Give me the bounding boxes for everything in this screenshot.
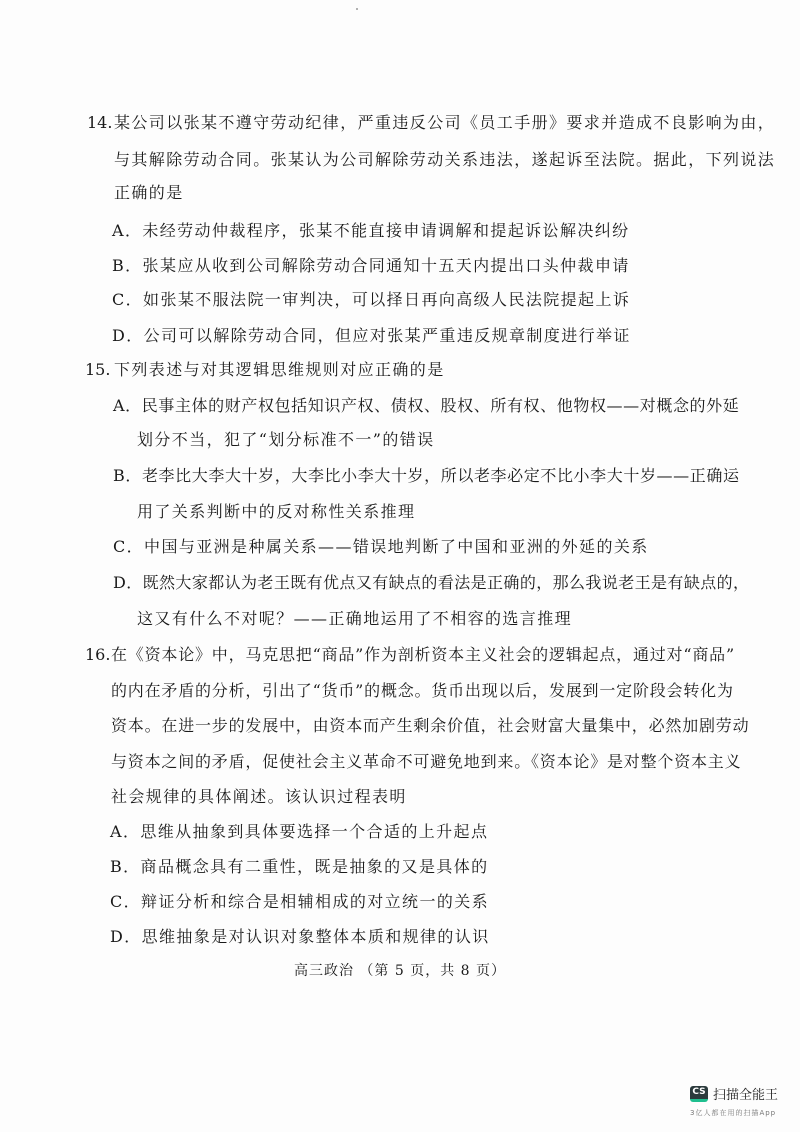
question-stem-line: 在《资本论》中，马克思把“商品”作为剖析资本主义社会的逻辑起点，通过对“商品” [111, 645, 735, 664]
watermark-tagline: 3亿人都在用的扫描App [690, 1109, 777, 1117]
option-b: B．商品概念具有二重性，既是抽象的又是具体的 [110, 857, 489, 876]
camscanner-logo-icon: CS [690, 1086, 708, 1102]
option-c: C．中国与亚洲是种属关系——错误地判断了中国和亚洲的外延的关系 [113, 537, 649, 556]
option-d: D．公司可以解除劳动合同，但应对张某严重违反规章制度进行举证 [112, 326, 631, 345]
question-stem-line: 与资本之间的矛盾，促使社会主义革命不可避免地到来。《资本论》是对整个资本主义 [111, 752, 742, 771]
question-number: 15. [85, 360, 111, 379]
question-number: 14. [87, 113, 113, 132]
question-stem-line: 某公司以张某不遵守劳动纪律，严重违反公司《员工手册》要求并造成不良影响为由， [114, 113, 776, 132]
question-stem-line: 下列表述与对其逻辑思维规则对应正确的是 [114, 360, 445, 379]
page-footer: 高三政治 （第 5 页，共 8 页） [293, 963, 507, 979]
option-b-continued: 用了关系判断中的反对称性关系推理 [137, 502, 416, 521]
option-a: A．民事主体的财产权包括知识产权、债权、股权、所有权、他物权——对概念的外延 [113, 396, 740, 415]
watermark-name: 扫描全能王 [713, 1088, 779, 1103]
option-a: A．未经劳动仲裁程序，张某不能直接申请调解和提起诉讼解决纠纷 [112, 221, 630, 240]
question-stem-line: 资本。在进一步的发展中，由资本而产生剩余价值，社会财富大量集中，必然加剧劳动 [111, 716, 750, 735]
question-stem-line: 的内在矛盾的分析，引出了“货币”的概念。货币出现以后，发展到一定阶段会转化为 [111, 681, 734, 700]
option-a-continued: 划分不当，犯了“划分标准不一”的错误 [137, 430, 435, 449]
question-stem-line: 正确的是 [114, 183, 184, 202]
option-b: B．张某应从收到公司解除劳动合同通知十五天内提出口头仲裁申请 [112, 256, 630, 275]
scan-speck [356, 8, 358, 10]
option-b: B．老李比大李大十岁，大李比小李大十岁，所以老李必定不比小李大十岁——正确运 [113, 466, 740, 485]
scanner-watermark [690, 1084, 778, 1103]
option-d-continued: 这又有什么不对呢？——正确地运用了不相容的选言推理 [137, 609, 573, 628]
option-c: C．辩证分析和综合是相辅相成的对立统一的关系 [110, 892, 490, 911]
option-c: C．如张某不服法院一审判决，可以择日再向高级人民法院提起上诉 [112, 290, 631, 309]
option-a: A．思维从抽象到具体要选择一个合适的上升起点 [110, 822, 489, 841]
question-number: 16. [85, 645, 111, 664]
question-stem-line: 社会规律的具体阐述。该认识过程表明 [111, 787, 407, 806]
question-stem-line: 与其解除劳动合同。张某认为公司解除劳动关系违法，遂起诉至法院。据此，下列说法 [114, 150, 776, 169]
option-d: D．既然大家都认为老王既有优点又有缺点的看法是正确的，那么我说老王是有缺点的， [113, 573, 750, 592]
option-d: D．思维抽象是对认识对象整体本质和规律的认识 [110, 927, 490, 946]
